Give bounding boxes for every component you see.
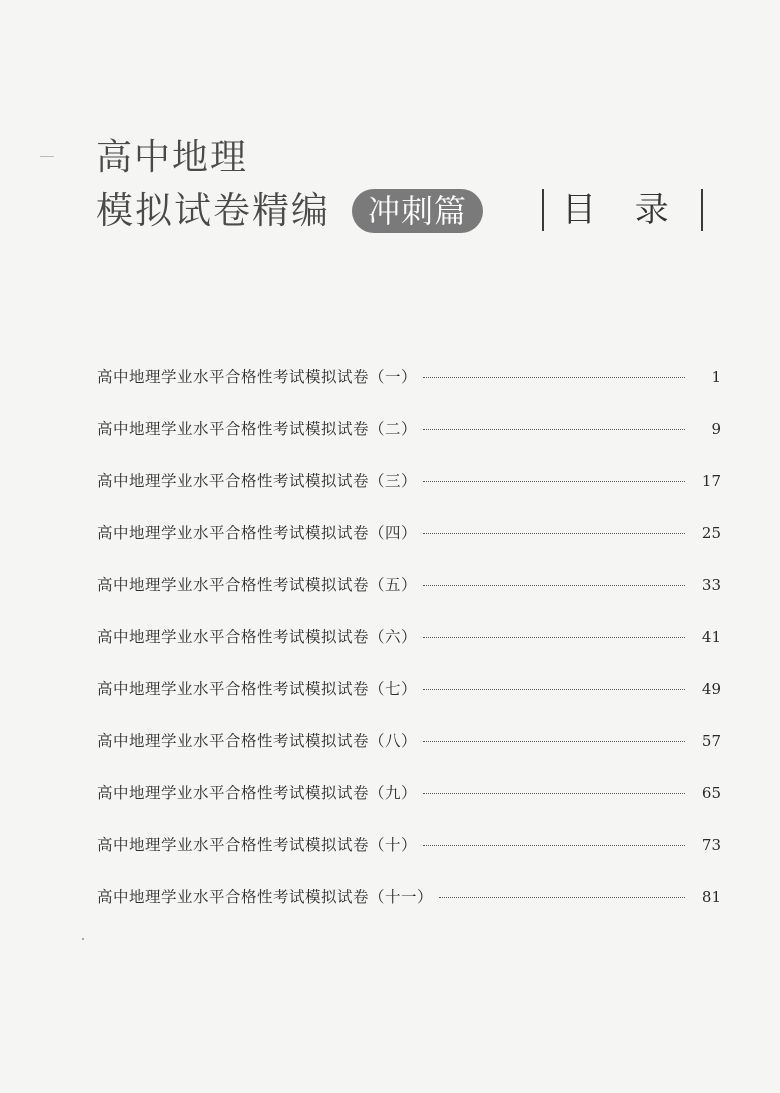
page-header [96, 136, 716, 246]
section-heading [542, 187, 703, 233]
leader-dots [439, 897, 685, 898]
toc-entry-page: 81 [701, 888, 721, 906]
toc-entry[interactable] [97, 676, 721, 728]
toc-entry-page: 33 [701, 576, 721, 594]
leader-dots [423, 533, 685, 534]
toc-entry-page: 1 [711, 368, 721, 386]
toc-entry-title: 高中地理学业水平合格性考试模拟试卷（二） [97, 420, 418, 438]
toc-entry-title: 高中地理学业水平合格性考试模拟试卷（九） [97, 784, 418, 802]
toc-entry-page: 17 [701, 472, 721, 490]
table-of-contents [97, 364, 721, 936]
toc-entry-title: 高中地理学业水平合格性考试模拟试卷（三） [97, 472, 418, 490]
toc-entry-title: 高中地理学业水平合格性考试模拟试卷（四） [97, 524, 418, 542]
book-title-line1: 高中地理 [96, 137, 249, 178]
section-heading-text: 目 录 [562, 190, 683, 230]
toc-entry-title: 高中地理学业水平合格性考试模拟试卷（十） [97, 836, 418, 854]
toc-entry-page: 57 [701, 732, 721, 750]
edition-badge: 冲刺篇 [352, 189, 483, 233]
toc-entry-title: 高中地理学业水平合格性考试模拟试卷（七） [97, 680, 418, 698]
leader-dots [423, 793, 685, 794]
scan-speck [82, 938, 84, 940]
toc-entry-page: 73 [701, 836, 721, 854]
toc-entry-page: 41 [701, 628, 721, 646]
toc-entry-title: 高中地理学业水平合格性考试模拟试卷（八） [97, 732, 418, 750]
leader-dots [423, 585, 685, 586]
toc-entry-title: 高中地理学业水平合格性考试模拟试卷（六） [97, 628, 418, 646]
toc-entry[interactable] [97, 728, 721, 780]
toc-entry[interactable] [97, 884, 721, 936]
toc-entry[interactable] [97, 832, 721, 884]
leader-dots [423, 481, 685, 482]
toc-entry-page: 25 [701, 524, 721, 542]
toc-entry-page: 9 [711, 420, 721, 438]
toc-entry-title: 高中地理学业水平合格性考试模拟试卷（一） [97, 368, 418, 386]
toc-entry[interactable] [97, 572, 721, 624]
toc-entry-page: 65 [701, 784, 721, 802]
leader-dots [423, 637, 685, 638]
toc-entry[interactable] [97, 364, 721, 416]
toc-entry[interactable] [97, 520, 721, 572]
scan-speck [40, 156, 54, 157]
toc-entry-title: 高中地理学业水平合格性考试模拟试卷（五） [97, 576, 418, 594]
leader-dots [423, 377, 685, 378]
toc-entry-page: 49 [701, 680, 721, 698]
leader-dots [423, 845, 685, 846]
leader-dots [423, 429, 685, 430]
toc-entry[interactable] [97, 780, 721, 832]
toc-entry[interactable] [97, 468, 721, 520]
book-title-line2: 模拟试卷精编 [96, 189, 330, 232]
toc-entry[interactable] [97, 624, 721, 676]
leader-dots [423, 689, 685, 690]
toc-entry[interactable] [97, 416, 721, 468]
leader-dots [423, 741, 685, 742]
right-divider-bar [701, 189, 703, 231]
toc-entry-title: 高中地理学业水平合格性考试模拟试卷（十一） [97, 888, 434, 906]
